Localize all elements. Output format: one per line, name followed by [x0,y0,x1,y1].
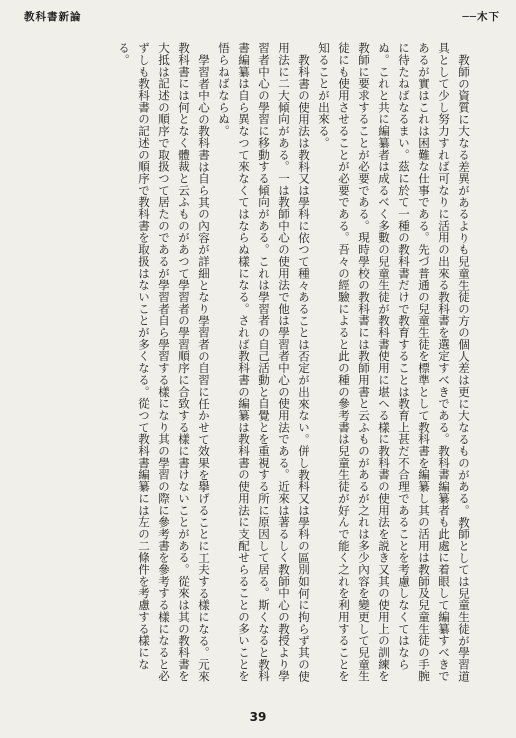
paragraph: 教科書の使用法は教科又は學科に依つて種々あることは否定が出來ない。併し教科又は學科の區別如何に拘らず其の使用法に二大傾向がある。一は教師中心の使用法で他は學習者中心の使用法である。近來は著るしく教師中心の教授より學習者中心の學習に移動する傾向がある。これは學習者の自己活動と自覺とを重視する所に原因して居る。斯くなると教科書編纂は自ら異なつて來なくてはならぬ樣になる。されば教科書の編纂は教科書の使用法に支配せらることの多いことを悟らねばならぬ。 [217,42,311,682]
running-title: 教科書新論 [24,11,82,23]
paragraph: 學習者中心の教科書は自ら其の內容が詳細となり學習者の自習に任かせて效果を擧げることに工夫する樣になる。元來教科書には何となく體裁と云ふものがあつて學習者の學習順序に合致する樣に書けないことがある。從來は其の教科書を大抵は記述の順序で取扱つて居たのであるが學習者自ら學習する樣になり其の學習の際に參考書を參考する樣になると必ずしも教科書の記述の順序で教科書を取扱はないことが多くなる。從つて教科書編纂には左の二條件を考慮する樣になる。 [117,42,211,682]
vertical-body-text [42,42,474,690]
paragraph: 教師の資質に大なる差異があるよりも兒童生徒の方の個人差は更に大なるものがある。教師としては兒童生徒が學習道具として少し努力すれば可なりに活用の出來る教科書を選定すべきである。教科書編纂者も此處に着眼して編纂すべきであるが實はこれは困難な仕事である。先づ普通の兒童生徒を標準として教科書を編纂し其の活用は教師及兒童生徒の手腕に待たねばなるまい。茲に於て一種の教科書だけで教育することは教育上甚だ不合理であることを考慮しなくてはならぬ。これと共に編纂者は成るべく多數の兒童生徒が教科書使用に堪へる樣に教科書の使用法を説き又其の使用上の訓練を教師に要求することが必要である。現時學校の教科書には教師用書と云ふものがあるが之れは多少內容を變更して兒童生徒にも使用させることが必要である。吾々の經驗によると此の種の參考書は兒童生徒が好んで能く之れを利用することを知ることが出來る。 [317,42,471,682]
page-number: 39 [249,710,267,724]
running-author: ──木下 [462,11,500,23]
